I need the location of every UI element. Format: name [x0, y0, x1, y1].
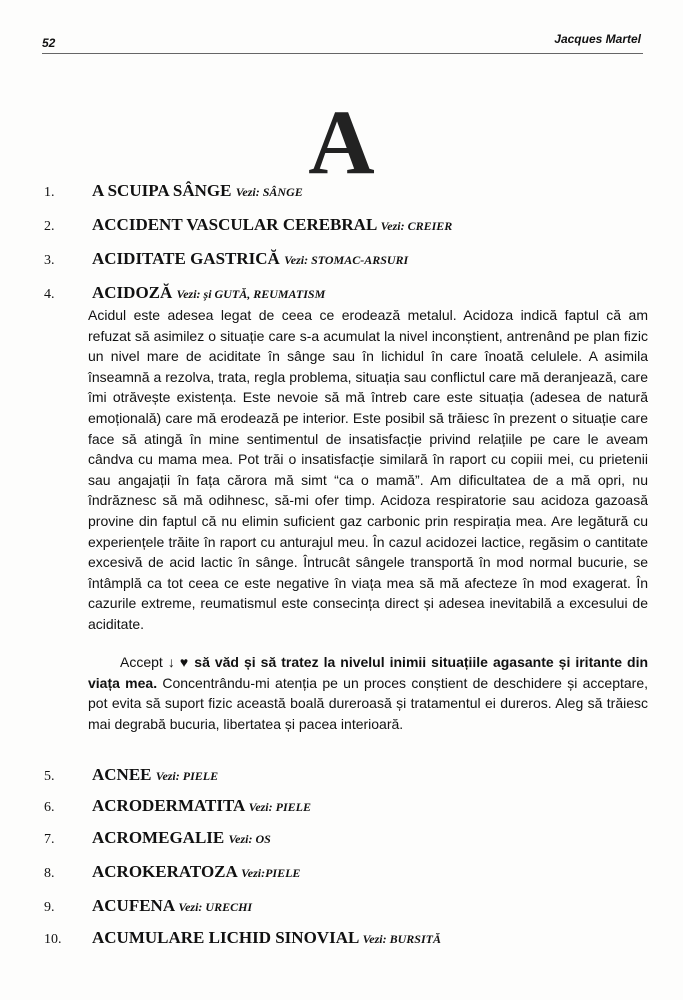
- entry-number: 9.: [44, 900, 55, 915]
- header-rule: [42, 53, 643, 54]
- affirmation-rest: Concentrându-mi atenția pe un proces conștient de deschidere și acceptare, pot evita să suport fizic această boală dureroasă și tratamentul ei dureros. Aleg să trăiesc mai degrabă bucuria, libertatea și pacea interioară.: [88, 674, 648, 732]
- affirmation-paragraph: [88, 652, 648, 734]
- entry-term: ACIDITATE GASTRICĂ: [92, 249, 280, 268]
- entry-number: 3.: [44, 253, 55, 268]
- affirmation-block: [88, 652, 648, 734]
- entry-number: 2.: [44, 219, 55, 234]
- entry-5: [44, 765, 643, 785]
- entry-2: [44, 215, 643, 235]
- entry-number: 1.: [44, 185, 55, 200]
- entry-number: 8.: [44, 866, 55, 881]
- entry-term: A SCUIPA SÂNGE: [92, 181, 232, 200]
- entry-reference: Vezi:PIELE: [241, 866, 301, 880]
- affirmation-lead: Accept: [120, 654, 163, 670]
- page-number: 52: [42, 36, 56, 50]
- entry-term: ACRODERMATITA: [92, 796, 245, 815]
- entry-number: 5.: [44, 769, 55, 784]
- entry-term: ACCIDENT VASCULAR CEREBRAL: [92, 215, 377, 234]
- acidoza-description: [88, 305, 648, 635]
- entry-term: ACNEE: [92, 765, 152, 784]
- arrow-heart-symbols: ↓ ♥: [167, 654, 190, 670]
- entry-9: [44, 896, 643, 916]
- entry-reference: Vezi: PIELE: [155, 769, 219, 783]
- section-letter: A: [308, 91, 375, 193]
- affirmation-bold: să văd și să tratez la nivelul inimii situațiile agasante și iritante din viața mea.: [88, 654, 649, 691]
- entry-6: [44, 796, 643, 816]
- entry-reference: Vezi: URECHI: [178, 900, 253, 914]
- entry-term: ACROKERATOZA: [92, 862, 237, 881]
- running-header-author: Jacques Martel: [554, 32, 641, 46]
- entry-number: 4.: [44, 287, 55, 302]
- entry-reference: Vezi: STOMAC-ARSURI: [284, 253, 409, 267]
- entry-4: [44, 283, 643, 303]
- entry-reference: Vezi: PIELE: [248, 800, 311, 814]
- entry-number: 7.: [44, 832, 55, 847]
- entry-reference: Vezi: SÂNGE: [235, 185, 303, 199]
- entry-7: [44, 828, 643, 848]
- entry-number: 6.: [44, 800, 55, 815]
- entry-1: [44, 181, 643, 201]
- entry-reference: Vezi: OS: [228, 832, 271, 846]
- entry-8: [44, 862, 643, 882]
- entry-term: ACUFENA: [92, 896, 175, 915]
- entry-number: 10.: [44, 932, 62, 947]
- entry-10: [44, 928, 643, 948]
- entry-term: ACIDOZĂ: [92, 283, 173, 302]
- entry-term: ACROMEGALIE: [92, 828, 225, 847]
- entry-reference: Vezi: și GUTĂ, REUMATISM: [176, 287, 326, 301]
- entry-term: ACUMULARE LICHID SINOVIAL: [92, 928, 359, 947]
- entry-reference: Vezi: CREIER: [380, 219, 453, 233]
- acidoza-paragraph: Acidul este adesea legat de ceea ce erodează metalul. Acidoza indică faptul că am refuzat să asimilez o situație care s-a acumulat la nivel inconștient, antrenând pe plan fizic un nivel mare de aciditate în sânge sau în lichidul în care înoată celulele. A asimila înseamnă a rezolva, trata, regla problema, situația sau conflictul care mă deranjează, care îmi otrăvește existența. Este nevoie să mă întreb care este situația (adesea de natură emoțională) care mă erodează pe interior. Este posibil să trăiesc în prezent o situație care face să atingă în mine sentimentul de insatisfacție privind relațiile pe care le aveam cândva cu mama mea. Pot trăi o insatisfacție similară în raport cu copiii mei, cu prietenii sau angajații în fața cărora mă simt “ca o mamă”. Am dificultatea de a mă opri, nu îndrăznesc să mă odihnesc, să-mi ofer timp. Acidoza respiratorie sau acidoza gazoasă provine din faptul că nu elimin suficient gaz carbonic prin respirația mea. Are legătură cu experiențele trăite în raport cu anturajul meu. În cazul acidozei lactice, regăsim o cantitate excesivă de acid lactic în sânge. Întrucât sângele transportă în mod normal bucurie, se întâmplă ca tot ceea ce este negative în viața mea să mă afecteze în mod exagerat. În cazurile extreme, reumatismul este consecința direct și adesea inevitabilă a excesului de aciditate.: [88, 307, 648, 632]
- entry-3: [44, 249, 643, 269]
- entry-reference: Vezi: BURSITĂ: [362, 932, 441, 946]
